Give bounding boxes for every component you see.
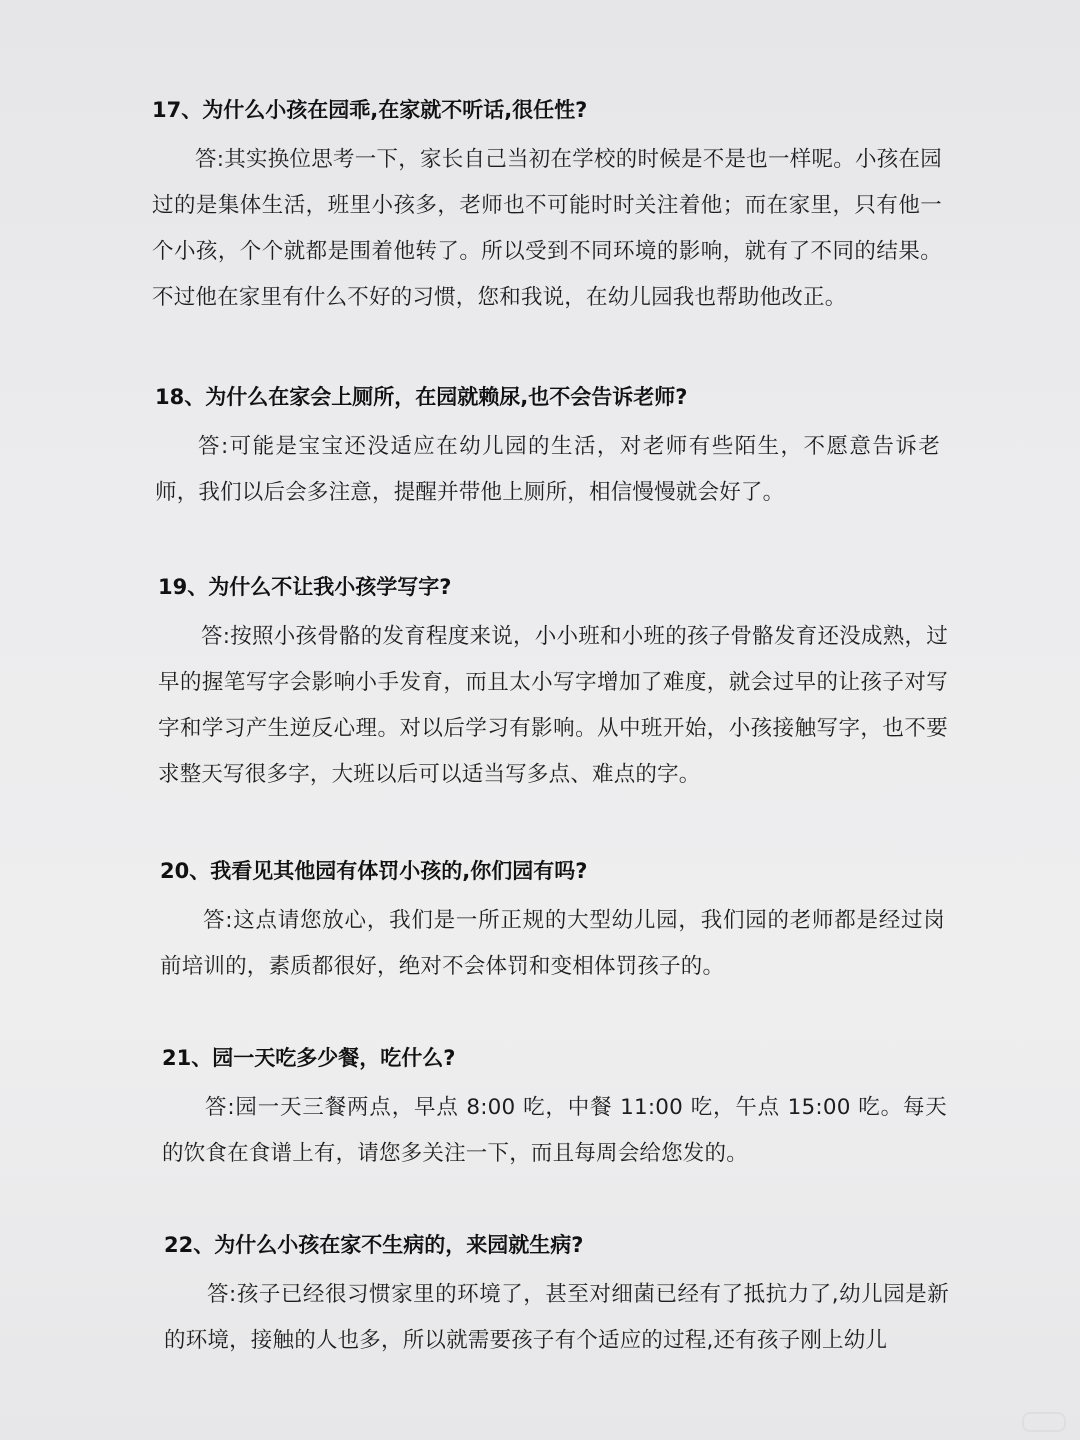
question-19: 19、为什么不让我小孩学写字?: [158, 575, 452, 599]
question-21: 21、园一天吃多少餐，吃什么?: [162, 1046, 456, 1070]
question-18: 18、为什么在家会上厕所，在园就赖尿,也不会告诉老师?: [155, 385, 688, 409]
qa-item-17: [152, 95, 942, 321]
answer-17: 答:其实换位思考一下，家长自己当初在学校的时候是不是也一样呢。小孩在园过的是集体生活，班里小孩多，老师也不可能时时关注着他；而在家里，只有他一个小孩，个个就都是围着他转了。所以受到不同环境的影响，就有了不同的结果。不过他在家里有什么不好的习惯，您和我说，在幼儿园我也帮助他改正。: [152, 147, 942, 310]
qa-item-20: [160, 856, 945, 990]
answer-18: 答:可能是宝宝还没适应在幼儿园的生活，对老师有些陌生，不愿意告诉老师，我们以后会多注意，提醒并带他上厕所，相信慢慢就会好了。: [155, 434, 940, 505]
qa-item-18: [155, 382, 940, 516]
qa-item-22: [164, 1230, 949, 1364]
qa-item-19: [158, 572, 948, 798]
question-17: 17、为什么小孩在园乖,在家就不听话,很任性?: [152, 98, 588, 122]
question-20: 20、我看见其他园有体罚小孩的,你们园有吗?: [160, 859, 588, 883]
answer-22: 答:孩子已经很习惯家里的环境了，甚至对细菌已经有了抵抗力了,幼儿园是新的环境，接触的人也多，所以就需要孩子有个适应的过程,还有孩子刚上幼儿: [164, 1282, 949, 1353]
corner-watermark-shape: [1022, 1412, 1066, 1432]
question-22: 22、为什么小孩在家不生病的，来园就生病?: [164, 1233, 584, 1257]
qa-item-21: [162, 1043, 947, 1177]
answer-20: 答:这点请您放心，我们是一所正规的大型幼儿园，我们园的老师都是经过岗前培训的，素质都很好，绝对不会体罚和变相体罚孩子的。: [160, 908, 945, 979]
answer-19: 答:按照小孩骨骼的发育程度来说，小小班和小班的孩子骨骼发育还没成熟，过早的握笔写字会影响小手发育，而且太小写字增加了难度，就会过早的让孩子对写字和学习产生逆反心理。对以后学习有影响。从中班开始，小孩接触写字，也不要求整天写很多字，大班以后可以适当写多点、难点的字。: [158, 624, 948, 787]
answer-21: 答:园一天三餐两点，早点 8:00 吃，中餐 11:00 吃，午点 15:00 吃。每天的饮食在食谱上有，请您多关注一下，而且每周会给您发的。: [162, 1095, 947, 1166]
